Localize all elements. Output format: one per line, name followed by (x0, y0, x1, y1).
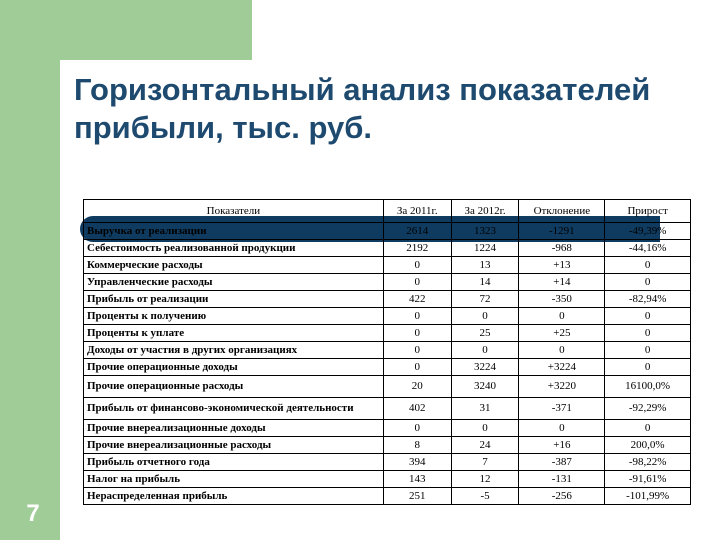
value-growth: 0 (605, 274, 691, 291)
table-row (84, 223, 691, 240)
value-growth: -82,94% (605, 291, 691, 308)
value-growth: 0 (605, 420, 691, 437)
header-indicator: Показатели (84, 200, 384, 223)
value-2012: 0 (451, 308, 519, 325)
slide-title: Горизонтальный анализ показателей прибыли, тыс. руб. (74, 72, 651, 145)
value-2012: 1224 (451, 240, 519, 257)
table-row (84, 325, 691, 342)
value-growth: 0 (605, 325, 691, 342)
table-row (84, 437, 691, 454)
table-row (84, 257, 691, 274)
value-deviation: -256 (519, 488, 605, 505)
value-deviation: +3220 (519, 376, 605, 398)
value-2011: 251 (383, 488, 451, 505)
value-growth: 0 (605, 359, 691, 376)
value-2012: 3240 (451, 376, 519, 398)
value-growth: -44,16% (605, 240, 691, 257)
row-label: Прибыль от финансово-экономической деятельности (84, 398, 384, 420)
table-row (84, 398, 691, 420)
table-row (84, 376, 691, 398)
value-deviation: +3224 (519, 359, 605, 376)
table-row (84, 359, 691, 376)
row-label: Прочие внереализационные доходы (84, 420, 384, 437)
value-growth: 0 (605, 257, 691, 274)
header-2011: За 2011г. (383, 200, 451, 223)
row-label: Налог на прибыль (84, 471, 384, 488)
value-2012: 3224 (451, 359, 519, 376)
value-growth: -91,61% (605, 471, 691, 488)
table-header-row (84, 200, 691, 223)
row-label: Прочие внереализационные расходы (84, 437, 384, 454)
value-2012: 0 (451, 342, 519, 359)
value-2011: 0 (383, 420, 451, 437)
row-label: Прочие операционные доходы (84, 359, 384, 376)
value-2011: 0 (383, 308, 451, 325)
value-2011: 0 (383, 274, 451, 291)
table-row (84, 420, 691, 437)
page-number: 7 (26, 500, 40, 527)
value-growth: 200,0% (605, 437, 691, 454)
value-2011: 2614 (383, 223, 451, 240)
value-2011: 0 (383, 359, 451, 376)
value-2012: 1323 (451, 223, 519, 240)
value-2011: 402 (383, 398, 451, 420)
green-left-stripe (0, 0, 60, 540)
value-2011: 0 (383, 257, 451, 274)
profit-analysis-table (83, 199, 691, 505)
value-deviation: 0 (519, 308, 605, 325)
value-2012: 0 (451, 420, 519, 437)
value-deviation: +25 (519, 325, 605, 342)
row-label: Себестоимость реализованной продукции (84, 240, 384, 257)
value-2011: 143 (383, 471, 451, 488)
header-deviation: Отклонение (519, 200, 605, 223)
value-2012: 24 (451, 437, 519, 454)
value-2012: 25 (451, 325, 519, 342)
value-growth: -98,22% (605, 454, 691, 471)
table-row (84, 291, 691, 308)
value-2011: 0 (383, 342, 451, 359)
header-2012: За 2012г. (451, 200, 519, 223)
value-2012: 7 (451, 454, 519, 471)
value-2011: 8 (383, 437, 451, 454)
table-row (84, 471, 691, 488)
value-2012: 13 (451, 257, 519, 274)
value-growth: -49,39% (605, 223, 691, 240)
value-2012: -5 (451, 488, 519, 505)
table-row (84, 488, 691, 505)
value-deviation: -968 (519, 240, 605, 257)
value-growth: 16100,0% (605, 376, 691, 398)
value-deviation: -131 (519, 471, 605, 488)
value-growth: -101,99% (605, 488, 691, 505)
value-deviation: -1291 (519, 223, 605, 240)
row-label: Проценты к получению (84, 308, 384, 325)
table-row (84, 342, 691, 359)
value-2011: 422 (383, 291, 451, 308)
value-deviation: 0 (519, 420, 605, 437)
header-growth: Прирост (605, 200, 691, 223)
value-deviation: +13 (519, 257, 605, 274)
value-growth: -92,29% (605, 398, 691, 420)
value-deviation: -387 (519, 454, 605, 471)
table-row (84, 240, 691, 257)
row-label: Прибыль от реализации (84, 291, 384, 308)
value-2011: 0 (383, 325, 451, 342)
row-label: Доходы от участия в других организациях (84, 342, 384, 359)
row-label: Прибыль отчетного года (84, 454, 384, 471)
value-2011: 20 (383, 376, 451, 398)
value-2012: 72 (451, 291, 519, 308)
row-label: Прочие операционные расходы (84, 376, 384, 398)
row-label: Нераспределенная прибыль (84, 488, 384, 505)
row-label: Коммерческие расходы (84, 257, 384, 274)
value-2012: 12 (451, 471, 519, 488)
table-row (84, 274, 691, 291)
table-row (84, 308, 691, 325)
row-label: Выручка от реализации (84, 223, 384, 240)
table-row (84, 454, 691, 471)
value-2012: 14 (451, 274, 519, 291)
value-2011: 394 (383, 454, 451, 471)
value-2012: 31 (451, 398, 519, 420)
value-2011: 2192 (383, 240, 451, 257)
value-growth: 0 (605, 308, 691, 325)
value-deviation: +14 (519, 274, 605, 291)
row-label: Управленческие расходы (84, 274, 384, 291)
value-deviation: -350 (519, 291, 605, 308)
value-growth: 0 (605, 342, 691, 359)
row-label: Проценты к уплате (84, 325, 384, 342)
value-deviation: -371 (519, 398, 605, 420)
value-deviation: +16 (519, 437, 605, 454)
value-deviation: 0 (519, 342, 605, 359)
